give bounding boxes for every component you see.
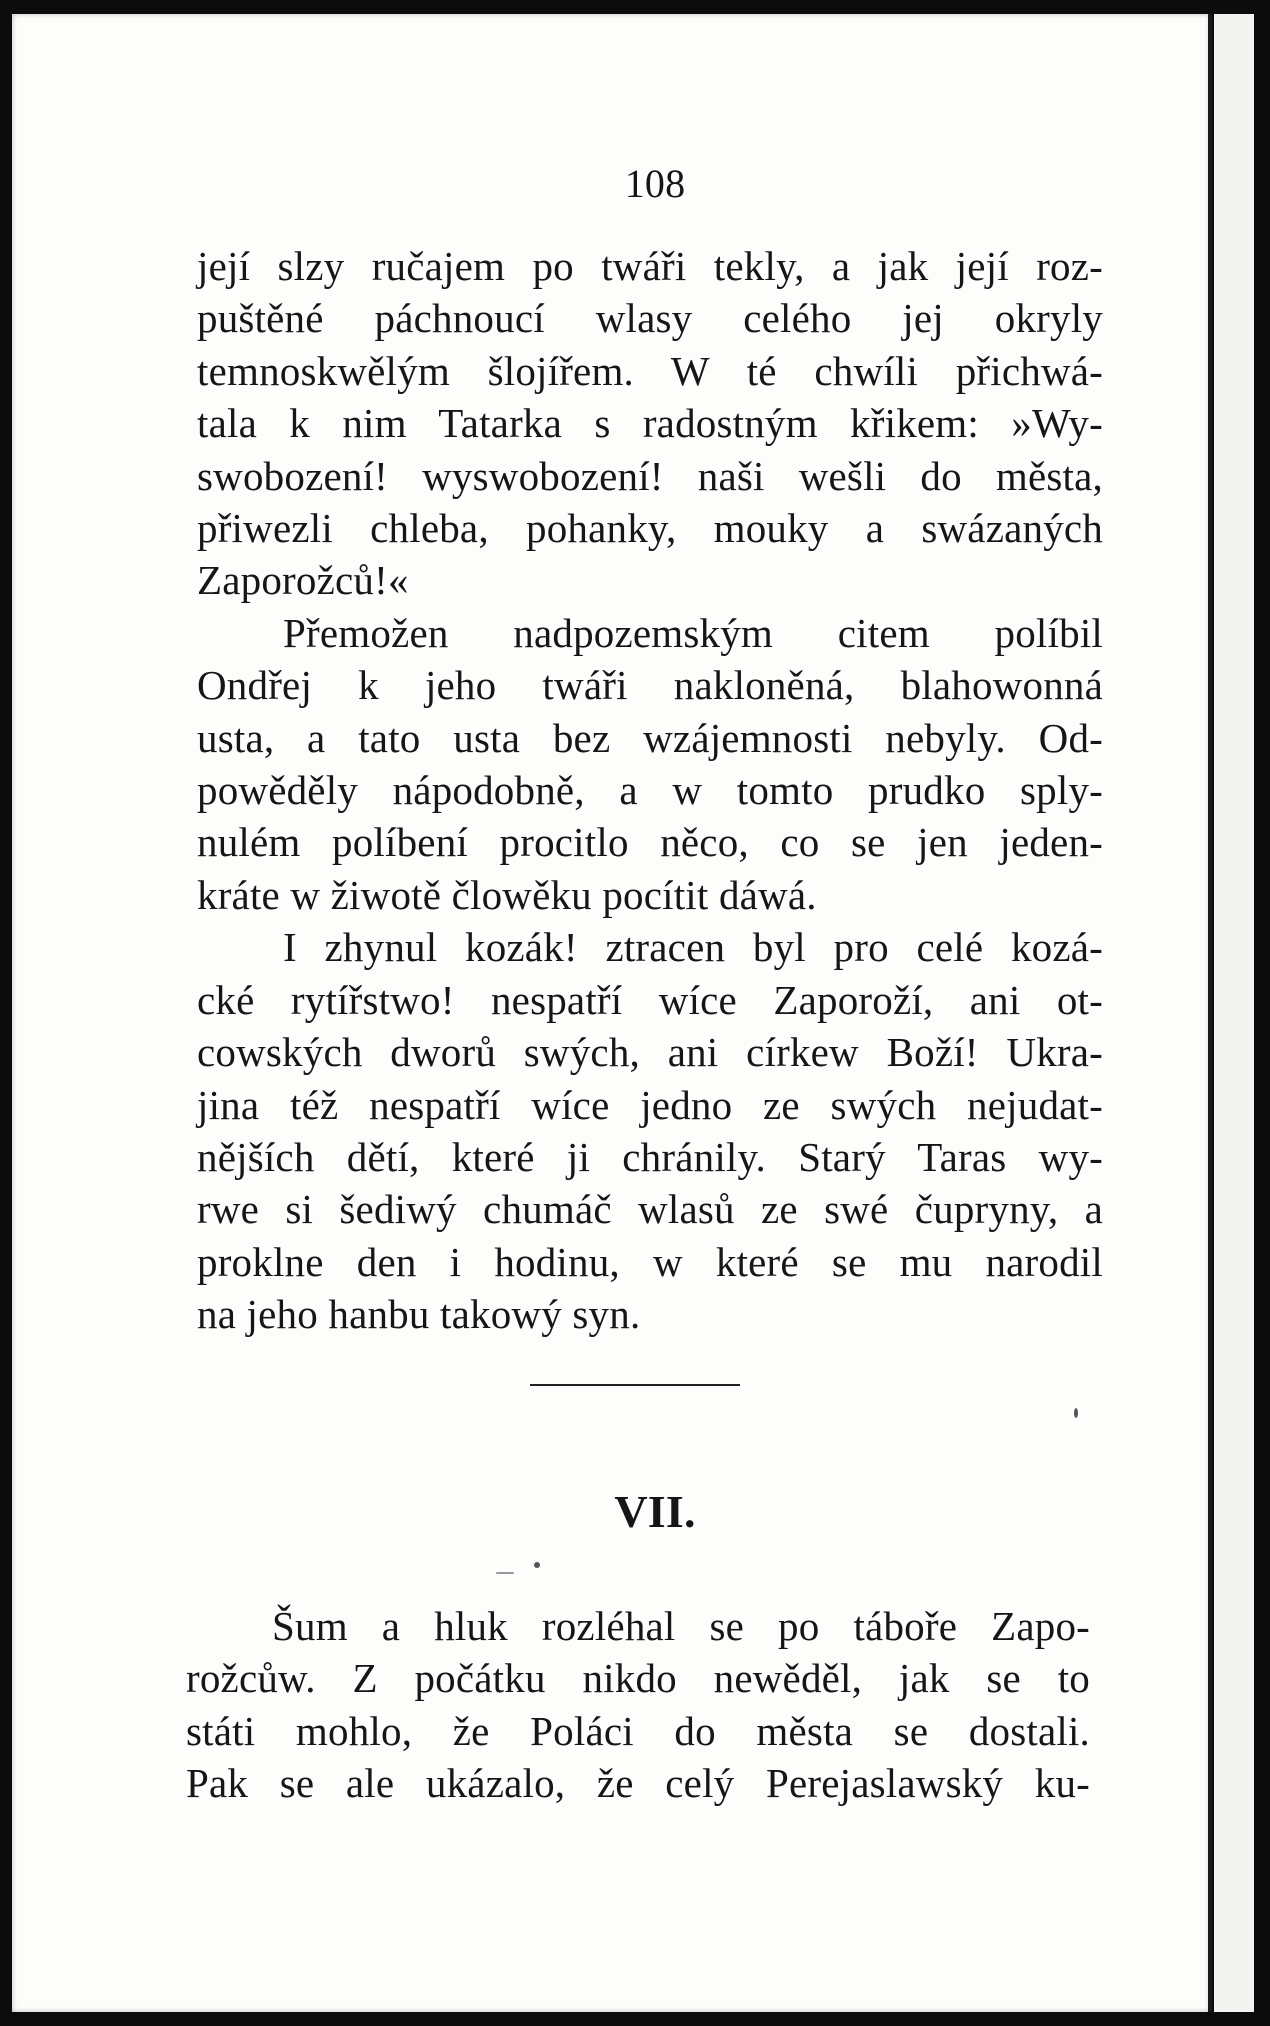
body-text	[197, 240, 1103, 1341]
scan-speck	[534, 1562, 540, 1568]
text-line: státi mohlo, že Poláci do města se dostali.	[186, 1707, 1090, 1754]
chapter-text	[186, 1600, 1090, 1810]
text-line: její slzy ručajem po twáři tekly, a jak její roz-	[197, 243, 1103, 289]
text-line: Zaporožců!«	[197, 557, 409, 604]
scan-speck	[1074, 1408, 1078, 1418]
page-number: 108	[624, 161, 686, 206]
text-line: proklne den i hodinu, w které se mu narodil	[197, 1238, 1103, 1285]
text-line: kráte w žiwotě člowěku pocítit dáwá.	[197, 871, 817, 918]
page-edge-shadow	[1208, 14, 1212, 2012]
text-line: puštěné páchnoucí wlasy celého jej okryly	[197, 295, 1103, 342]
text-line: Šum a hluk rozléhal se po táboře Zapo-	[272, 1603, 1090, 1649]
text-line: rwe si šediwý chumáč wlasů ze swé čupryny, a	[197, 1186, 1103, 1233]
text-line: na jeho hanbu takowý syn.	[197, 1291, 641, 1338]
text-line: jina též nespatří wíce jedno ze swých nejudat-	[197, 1081, 1103, 1128]
scan-speck	[496, 1572, 514, 1574]
text-line: nějších dětí, které ji chránily. Starý Taras wy-	[197, 1133, 1103, 1180]
text-line: powěděly nápodobně, a w tomto prudko sply-	[197, 767, 1103, 814]
paragraph-1	[197, 240, 1103, 607]
text-line: přiwezli chleba, pohanky, mouky a swázaných	[197, 505, 1103, 552]
chapter-paragraph	[186, 1600, 1090, 1810]
text-line: cowských dworů swých, ani církew Boží! Ukra-	[197, 1029, 1103, 1076]
text-line: I zhynul kozák! ztracen byl pro celé kozá-	[283, 924, 1103, 971]
text-line: swobození! wyswobození! naši wešli do města,	[197, 452, 1103, 499]
paragraph-2	[197, 607, 1103, 921]
text-line: usta, a tato usta bez wzájemnosti nebyly. Od-	[197, 714, 1103, 761]
paragraph-3	[197, 921, 1103, 1340]
text-line: cké rytířstwo! nespatří wíce Zaporoží, ani ot-	[197, 976, 1103, 1023]
adjacent-page-edge	[1214, 14, 1254, 2012]
text-line: rožcůw. Z počátku nikdo newěděl, jak se to	[186, 1655, 1090, 1702]
chapter-heading: VII.	[614, 1486, 696, 1537]
section-divider	[530, 1384, 740, 1386]
text-line: Ondřej k jeho twáři nakloněná, blahowonná	[197, 662, 1103, 709]
text-line: Přemožen nadpozemským citem políbil	[283, 609, 1103, 656]
text-line: temnoskwělým šlojířem. W té chwíli přichwá-	[197, 347, 1103, 394]
text-line: Pak se ale ukázalo, že celý Perejaslawský ku-	[186, 1760, 1090, 1807]
text-line: tala k nim Tatarka s radostným křikem: »Wy-	[197, 400, 1103, 447]
text-line: nulém políbení procitlo něco, co se jen jeden-	[197, 819, 1103, 866]
